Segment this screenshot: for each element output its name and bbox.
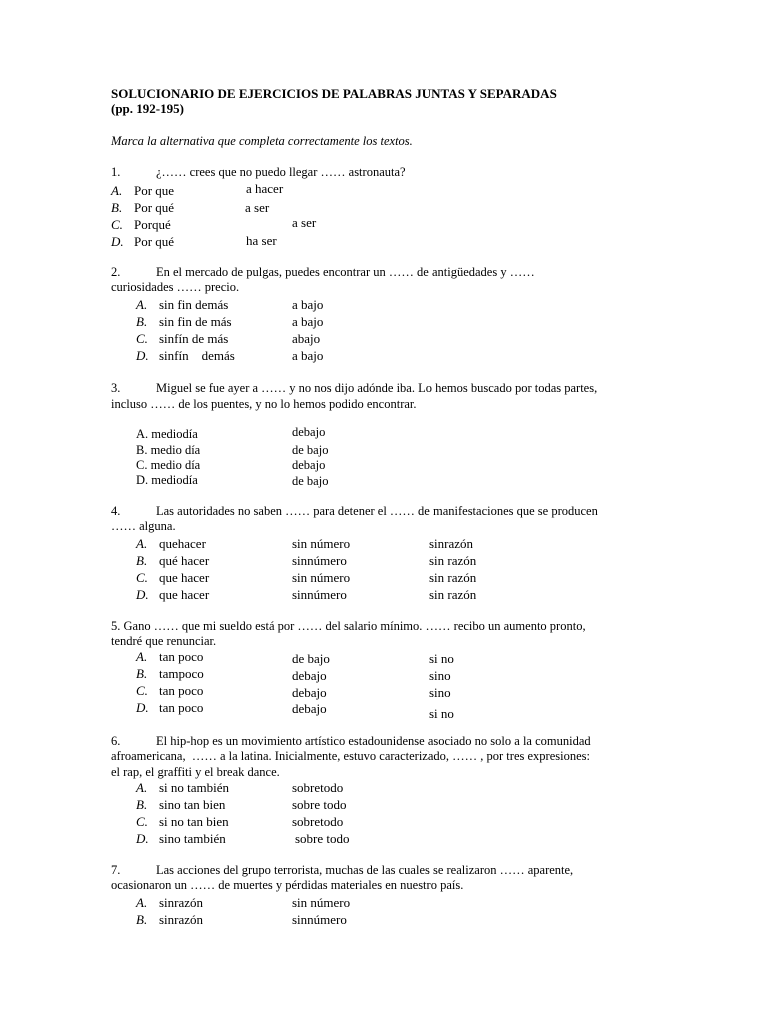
q3-text-line2: incluso …… de los puentes, y no lo hemos podido encontrar. — [111, 397, 417, 411]
q5-b-letter: B. — [136, 666, 148, 681]
q4-number: 4. — [111, 504, 121, 518]
q4-b-col3: sin razón — [429, 553, 477, 568]
q4-c-col1: que hacer — [159, 570, 210, 585]
q5-d-letter: D. — [136, 700, 149, 715]
q1-b-col1: Por qué — [134, 200, 175, 215]
q4-a-letter: A. — [136, 536, 148, 551]
q5-c-letter: C. — [136, 683, 148, 698]
q7-b-col2: sinnúmero — [292, 912, 347, 927]
q4-d-col1: que hacer — [159, 587, 210, 602]
q2-c-col1: sinfín de más — [159, 331, 229, 346]
q7-text-line2: ocasionaron un …… de muertes y pérdidas materiales en nuestro país. — [111, 878, 464, 892]
q6-b-col1: sino tan bien — [159, 797, 226, 812]
q3-d-col2: de bajo — [292, 474, 329, 488]
q7-b-col1: sinrazón — [159, 912, 204, 927]
q4-b-letter: B. — [136, 553, 148, 568]
q4-a-col2: sin número — [292, 536, 351, 551]
document-title: SOLUCIONARIO DE EJERCICIOS DE PALABRAS JUNTAS Y SEPARADAS — [111, 86, 557, 101]
q4-a-col1: quehacer — [159, 536, 206, 551]
q6-a-letter: A. — [136, 780, 148, 795]
q4-c-col2: sin número — [292, 570, 351, 585]
q3-text-line1: Miguel se fue ayer a …… y no nos dijo adónde iba. Lo hemos buscado por todas partes, — [156, 381, 598, 395]
q7-a-col1: sinrazón — [159, 895, 204, 910]
q2-a-col1: sin fin demás — [159, 297, 229, 312]
q3-d-col1: D. mediodía — [136, 473, 198, 487]
q1-a-col2: a hacer — [246, 181, 284, 196]
q6-c-letter: C. — [136, 814, 148, 829]
q4-b-col1: qué hacer — [159, 553, 210, 568]
q1-b-letter: B. — [111, 200, 123, 215]
q1-c-col2: a ser — [292, 215, 317, 230]
q4-d-col3: sin razón — [429, 587, 477, 602]
q5-a-col3: si no — [429, 651, 454, 666]
instruction: Marca la alternativa que completa correctamente los textos. — [111, 134, 413, 148]
q6-text-line3: el rap, el graffiti y el break dance. — [111, 765, 280, 779]
q4-d-letter: D. — [136, 587, 149, 602]
q1-a-letter: A. — [111, 183, 123, 198]
q4-text-line2: …… alguna. — [111, 519, 176, 533]
q4-a-col3: sinrazón — [429, 536, 474, 551]
q5-b-col3: sino — [429, 668, 451, 683]
q2-text-line1: En el mercado de pulgas, puedes encontrar un …… de antigüedades y …… — [156, 265, 535, 279]
q2-a-letter: A. — [136, 297, 148, 312]
q7-number: 7. — [111, 863, 121, 877]
q2-b-letter: B. — [136, 314, 148, 329]
q5-d-col1: tan poco — [159, 700, 204, 715]
q5-text-line2: tendré que renunciar. — [111, 634, 217, 648]
q2-a-col2: a bajo — [292, 297, 324, 312]
q3-b-col1: B. medio día — [136, 443, 201, 457]
q5-c-col2: debajo — [292, 685, 327, 700]
q7-a-col2: sin número — [292, 895, 351, 910]
q3-a-col1: A. mediodía — [136, 427, 198, 441]
q7-b-letter: B. — [136, 912, 148, 927]
q5-b-col1: tampoco — [159, 666, 204, 681]
q4-d-col2: sinnúmero — [292, 587, 347, 602]
q7-a-letter: A. — [136, 895, 148, 910]
q2-b-col2: a bajo — [292, 314, 324, 329]
q5-d-col2: debajo — [292, 701, 327, 716]
q4-c-letter: C. — [136, 570, 148, 585]
q5-a-letter: A. — [136, 649, 148, 664]
q6-number: 6. — [111, 734, 121, 748]
q6-c-col1: si no tan bien — [159, 814, 229, 829]
q5-c-col3: sino — [429, 685, 451, 700]
q2-d-letter: D. — [136, 348, 149, 363]
q2-text-line2: curiosidades …… precio. — [111, 280, 240, 294]
q4-c-col3: sin razón — [429, 570, 477, 585]
document-subtitle: (pp. 192-195) — [111, 101, 184, 116]
q5-d-col3: si no — [429, 706, 454, 721]
q2-number: 2. — [111, 265, 121, 279]
q3-a-col2: debajo — [292, 425, 326, 439]
q6-b-letter: B. — [136, 797, 148, 812]
q6-text-line2: afroamericana, …… a la latina. Inicialmente, estuvo caracterizado, …… , por tres expresiones: — [111, 749, 590, 763]
q3-c-col1: C. medio día — [136, 458, 201, 472]
q6-b-col2: sobre todo — [292, 797, 347, 812]
q1-d-letter: D. — [111, 234, 124, 249]
q6-a-col1: si no también — [159, 780, 230, 795]
q1-a-col1: Por que — [134, 183, 175, 198]
q2-c-col2: abajo — [292, 331, 321, 346]
q5-text-line1: 5. Gano …… que mi sueldo está por …… del salario mínimo. …… recibo un aumento pronto, — [111, 619, 586, 633]
q1-b-col2: a ser — [245, 200, 270, 215]
q2-c-letter: C. — [136, 331, 148, 346]
q6-text-line1: El hip-hop es un movimiento artístico estadounidense asociado no solo a la comunidad — [156, 734, 591, 748]
q7-text-line1: Las acciones del grupo terrorista, muchas de las cuales se realizaron …… aparente, — [156, 863, 574, 877]
q5-b-col2: debajo — [292, 668, 327, 683]
q6-d-col1: sino también — [159, 831, 226, 846]
q6-d-col2: sobre todo — [295, 831, 350, 846]
q6-a-col2: sobretodo — [292, 780, 344, 795]
q5-a-col1: tan poco — [159, 649, 204, 664]
q1-number: 1. — [111, 165, 121, 179]
q4-b-col2: sinnúmero — [292, 553, 347, 568]
q2-b-col1: sin fin de más — [159, 314, 232, 329]
q1-c-letter: C. — [111, 217, 123, 232]
q6-c-col2: sobretodo — [292, 814, 344, 829]
q2-d-col1: sinfín demás — [159, 348, 235, 363]
q3-c-col2: debajo — [292, 458, 326, 472]
q4-text-line1: Las autoridades no saben …… para detener el …… de manifestaciones que se producen — [156, 504, 598, 518]
q1-c-col1: Porqué — [134, 217, 171, 232]
q1-text: ¿…… crees que no puedo llegar …… astronauta? — [156, 165, 406, 179]
q3-b-col2: de bajo — [292, 443, 329, 457]
q3-number: 3. — [111, 381, 121, 395]
q1-d-col2: ha ser — [246, 233, 277, 248]
q5-a-col2: de bajo — [292, 651, 330, 666]
q6-d-letter: D. — [136, 831, 149, 846]
q5-c-col1: tan poco — [159, 683, 204, 698]
q1-d-col1: Por qué — [134, 234, 175, 249]
q2-d-col2: a bajo — [292, 348, 324, 363]
